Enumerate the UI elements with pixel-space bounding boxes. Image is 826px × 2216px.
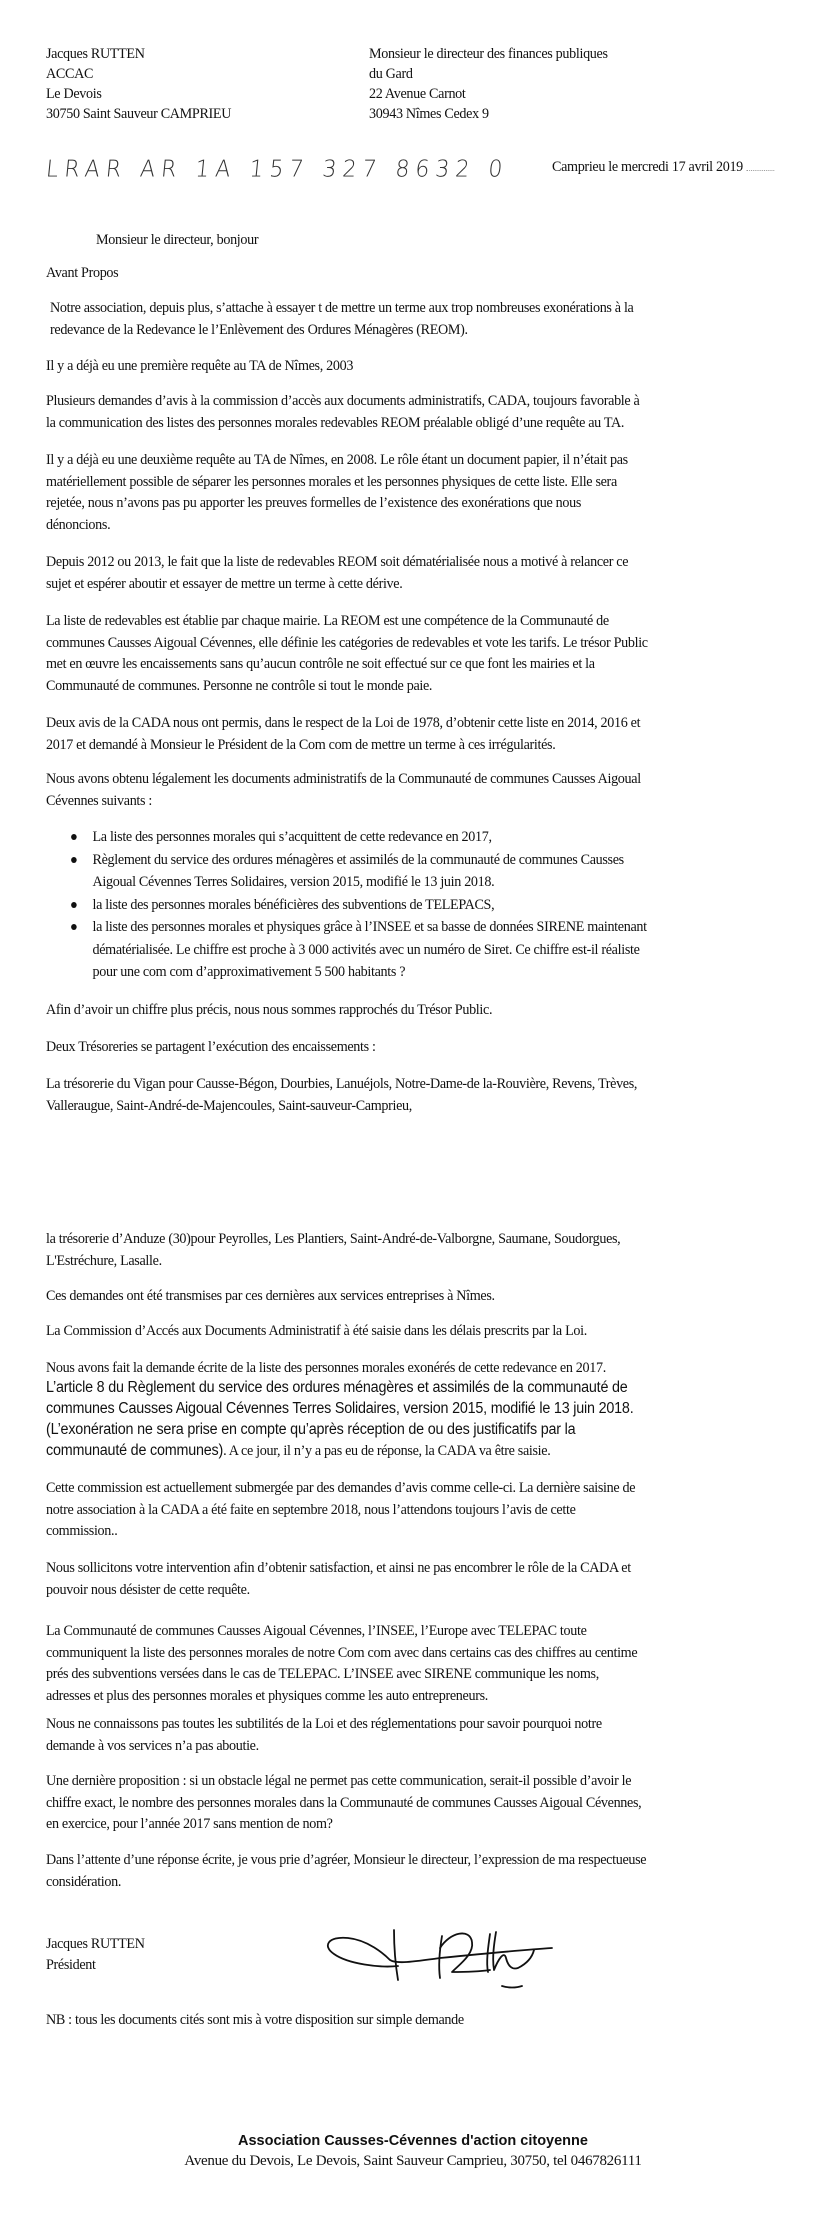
paragraph [46, 1849, 809, 1892]
paragraph [46, 999, 809, 1021]
list-item [46, 849, 647, 894]
text-line: Nous sollicitons votre intervention afin d’obtenir satisfaction, et ainsi ne pas encombrer le rôle de la CADA et [46, 1559, 631, 1576]
documents-list [46, 826, 647, 984]
paragraph [46, 1285, 809, 1307]
text-line: Afin d’avoir un chiffre plus précis, nous nous sommes rapprochés du Trésor Public. [46, 1001, 493, 1018]
text-line: la trésorerie d’Anduze (30)pour Peyrolles, Les Plantiers, Saint-André-de-Valborgne, Saumane, Soudorgues, [46, 1230, 621, 1247]
text-line: la liste des personnes morales bénéficières des subventions de TELEPACS, [92, 895, 495, 913]
text-line: La liste des personnes morales qui s’acquittent de cette redevance en 2017, [92, 828, 492, 845]
paragraph [46, 1557, 809, 1600]
recipient-line: du Gard [369, 65, 413, 82]
text-line: Nous avons obtenu légalement les documents administratifs de la Communauté de communes Causses Aigoual [46, 770, 641, 787]
nb-note: NB : tous les documents cités sont mis à votre disposition sur simple demande [46, 2011, 464, 2028]
date-text: Camprieu le mercredi 17 avril 2019 [552, 158, 743, 175]
quote-tail: . A ce jour, il n’y a pas eu de réponse, la CADA va être saisie. [223, 1442, 551, 1459]
signatory-title: Président [46, 1956, 96, 1973]
text-line: Règlement du service des ordures ménagères et assimilés de la communauté de communes Causses [92, 850, 624, 868]
paragraph [50, 297, 813, 340]
paragraph [46, 1357, 809, 1379]
paragraph [46, 355, 809, 377]
signature-block [46, 1933, 145, 1975]
sender-name: Jacques RUTTEN [46, 45, 145, 62]
text-line: Depuis 2012 ou 2013, le fait que la liste de redevables REOM soit dématérialisée nous a motivé à relancer ce [46, 553, 629, 570]
text-line: Deux avis de la CADA nous ont permis, dans le respect de la Loi de 1978, d’obtenir cette liste en 2014, 2016 et [46, 714, 641, 731]
text-line: en exercice, pour l’année 2017 sans mention de nom? [46, 1815, 333, 1832]
paragraph [46, 449, 809, 535]
text-line: demande à vos services n’a pas aboutie. [46, 1736, 259, 1754]
sender-city: 30750 Saint Sauveur CAMPRIEU [46, 105, 232, 122]
text-line: prés des subventions versées dans le cas de TELEPAC. L’INSEE avec SIRENE communique les noms, [46, 1665, 599, 1682]
text-line: matériellement possible de séparer les personnes morales et les personnes physiques de cette liste. Elle sera [46, 472, 617, 490]
text-line: dénoncions. [46, 515, 111, 533]
text-line [46, 1440, 633, 1461]
text-line: adresses et plus des personnes morales et physiques comme les auto entrepreneurs. [46, 1686, 488, 1704]
text-line: Communauté de communes. Personne ne contrôle si tout le monde paie. [46, 676, 433, 694]
text-line: La trésorerie du Vigan pour Causse-Bégon, Dourbies, Lanuéjols, Notre-Dame-de la-Rouvière, Revens, Trèves, [46, 1075, 638, 1092]
recipient-line: 22 Avenue Carnot [369, 85, 466, 102]
signatory-name: Jacques RUTTEN [46, 1935, 145, 1952]
text-line: pouvoir nous désister de cette requête. [46, 1580, 250, 1598]
text-line: Il y a déjà eu une première requête au TA de Nîmes, 2003 [46, 357, 354, 374]
text-line: commission.. [46, 1522, 118, 1539]
sender-street: Le Devois [46, 85, 102, 102]
paragraph [46, 390, 809, 433]
text-line: Cette commission est actuellement submergée par des demandes d’avis comme celle-ci. La dernière saisine de [46, 1479, 636, 1496]
text-line: dématérialisée. Le chiffre est proche à 3 000 activités avec un numéro de Siret. Ce chiffre est-il réaliste [92, 940, 640, 958]
text-line: Deux Trésoreries se partagent l’exécution des encaissements : [46, 1038, 376, 1055]
paragraph [46, 1073, 809, 1116]
bullet-icon [71, 924, 77, 930]
text-line: Valleraugue, Saint-André-de-Majencoules, Saint-sauveur-Camprieu, [46, 1096, 412, 1114]
salutation: Monsieur le directeur, bonjour [96, 231, 259, 248]
handwritten-signature [320, 1928, 580, 1996]
text-line: Une dernière proposition : si un obstacle légal ne permet pas cette communication, serait-il possible d’avoir le [46, 1772, 632, 1789]
text-line: L’article 8 du Règlement du service des ordures ménagères et assimilés de la communauté de [46, 1379, 628, 1396]
bullet-icon [71, 834, 77, 840]
paragraph [46, 1228, 809, 1271]
footer-address: Avenue du Devois, Le Devois, Saint Sauveur Camprieu, 30750, tel 0467826111 [184, 2153, 642, 2169]
text-line: Dans l’attente d’une réponse écrite, je vous prie d’agréer, Monsieur le directeur, l’expression de ma respectueuse [46, 1851, 647, 1868]
text-line: communes Causses Aigoual Cévennes, elle définie les catégories de redevables et vote les tarifs. Le trésor Public [46, 633, 648, 651]
text-line: rejetée, nous n’avons pas pu apporter les preuves formelles de l’existence des exonérations que nous [46, 494, 581, 511]
text-line: 2017 et demandé à Monsieur le Président de la Com com de mettre un terme à ces irrégularités. [46, 735, 556, 753]
recipient-line: 30943 Nîmes Cedex 9 [369, 105, 489, 122]
bullet-icon [71, 902, 77, 908]
text-line: notre association à la CADA a été faite en septembre 2018, nous l’attendons toujours l’avis de cette [46, 1500, 576, 1518]
date-line [552, 157, 775, 177]
text-line: pour une com com d’approximativement 5 500 habitants ? [92, 963, 406, 980]
text-line: Il y a déjà eu une deuxième requête au TA de Nîmes, en 2008. Le rôle étant un document papier, il n’était pas [46, 451, 628, 468]
sender-org: ACCAC [46, 65, 94, 82]
paragraph [46, 551, 809, 594]
text-line: Nous avons fait la demande écrite de la liste des personnes morales exonérés de cette redevance en 2017. [46, 1359, 606, 1376]
text-line: la communication des listes des personnes morales redevables REOM préalable obligé d’une requête au TA. [46, 413, 625, 431]
dotted-rule [747, 170, 775, 171]
text-line: Nous ne connaissons pas toutes les subtilités de la Loi et des réglementations pour savoir pourquoi notre [46, 1715, 602, 1732]
text-line: Plusieurs demandes d’avis à la commission d’accès aux documents administratifs, CADA, toujours favorable à [46, 392, 640, 409]
paragraph [46, 1713, 809, 1756]
text-line: La Communauté de communes Causses Aigoual Cévennes, l’INSEE, l’Europe avec TELEPAC toute [46, 1622, 587, 1639]
text-line: redevance de la Redevance le l’Enlèvement des Ordures Ménagères (REOM). [50, 320, 468, 338]
text-line: Aigoual Cévennes Terres Solidaires, version 2015, modifié le 13 juin 2018. [92, 873, 495, 890]
text-line: met en œuvre les encaissements sans qu’aucun contrôle ne soit effectué sur ce que font les mairies et la [46, 655, 595, 672]
text-line: chiffre exact, le nombre des personnes morales dans la Communauté de communes Causses Aigoual Cévennes, [46, 1793, 642, 1811]
text-line: Cévennes suivants : [46, 791, 153, 809]
list-item [46, 894, 647, 917]
text-line: Ces demandes ont été transmises par ces dernières aux services entreprises à Nîmes. [46, 1287, 495, 1304]
paragraph [46, 1620, 809, 1706]
text-line: La Commission d’Accés aux Documents Administratif à été saisie dans les délais prescrits par la Loi. [46, 1322, 587, 1339]
text-line: communiquent la liste des personnes morales de notre Com com avec dans certains cas des chiffres au centime [46, 1643, 638, 1661]
paragraph [46, 1477, 809, 1542]
paragraph [46, 1770, 809, 1835]
text-line: (L’exonération ne sera prise en compte qu’après réception de ou des justificatifs par la [46, 1421, 576, 1438]
text-line: L'Estréchure, Lasalle. [46, 1251, 162, 1269]
text-line: sujet et espérer aboutir et essayer de mettre un terme à cette dérive. [46, 574, 403, 592]
paragraph [46, 610, 809, 696]
list-item [46, 826, 647, 849]
list-item [46, 916, 647, 984]
paragraph [46, 1036, 809, 1058]
footer-association-name: Association Causses-Cévennes d'action citoyenne [238, 2133, 588, 2149]
sender-address [46, 44, 231, 124]
recipient-address [369, 44, 608, 124]
paragraph [46, 1320, 809, 1342]
text-line: La liste de redevables est établie par chaque mairie. La REOM est une compétence de la Communauté de [46, 612, 609, 629]
text-line: communes Causses Aigoual Cévennes Terres Solidaires, version 2015, modifié le 13 juin 2018. [46, 1400, 634, 1417]
text-line: la liste des personnes morales et physiques grâce à l’INSEE et sa basse de données SIRENE maintenant [92, 918, 647, 935]
paragraph [46, 712, 809, 755]
paragraph [46, 768, 809, 811]
text-line: Notre association, depuis plus, s’attache à essayer t de mettre un terme aux trop nombreuses exonérations à la [50, 299, 634, 316]
text-line: considération. [46, 1872, 122, 1890]
recipient-line: Monsieur le directeur des finances publiques [369, 45, 608, 62]
quote-end: communauté de communes) [46, 1442, 224, 1459]
bullet-icon [71, 857, 77, 863]
handwritten-registered-mail-reference: LRAR AR 1A 157 327 8632 0 [44, 156, 510, 183]
heading-avant-propos: Avant Propos [46, 264, 119, 281]
quoted-article-8 [46, 1377, 633, 1461]
